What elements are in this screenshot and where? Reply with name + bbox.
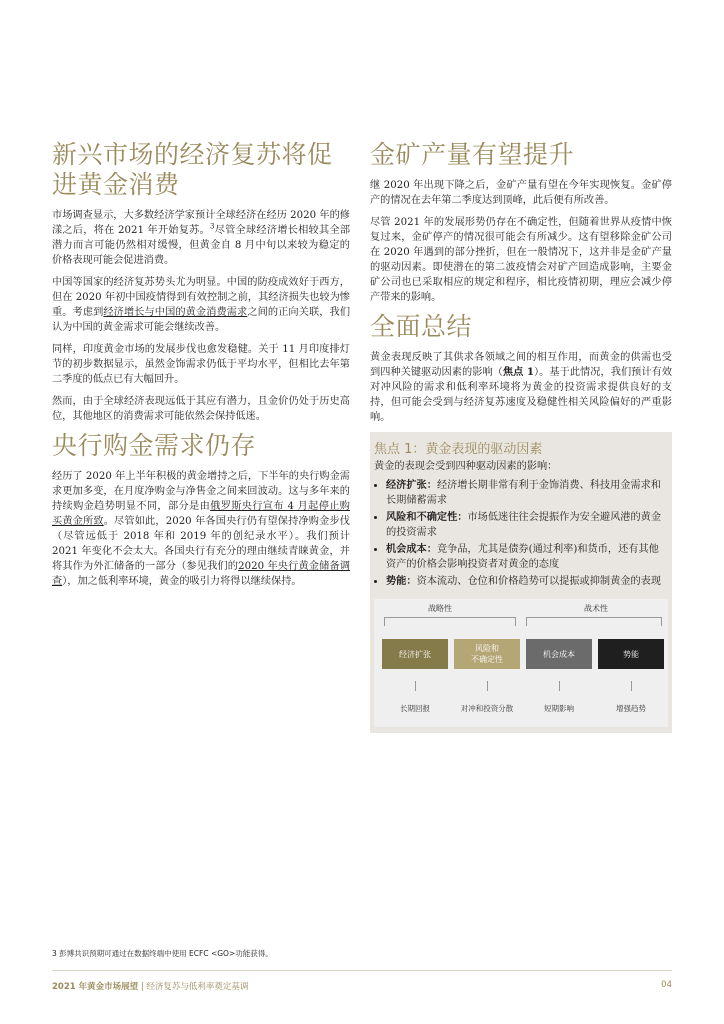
- focus-box: [370, 432, 672, 733]
- link-central-bank-survey[interactable]: 2020 年央行黄金储备调查: [52, 561, 351, 587]
- link-growth-china-demand[interactable]: 经济增长与中国的黄金消费需求: [103, 307, 248, 318]
- driver-box-economic-expansion: [382, 639, 448, 669]
- driver-term: 势能：: [386, 575, 417, 587]
- text-span: 尽管全球经济增长相较其全部潜力而言可能仍然相对缓慢，但黄金自 8 月中旬以来较为稳定的价格表现可能会促进消费。: [52, 225, 351, 266]
- footer-title: 2021 年黄金市场展望: [52, 982, 139, 992]
- text-span: 。尽管如此，2020 年各国央行仍有望保持净购金步伐（尽管远低于 2018 年和 2019 年的创纪录水平）。我们预计 2021 年变化不会太大。各国央行有充分的理由继续青睐黄金，并将其作为外汇储备的一部分（参见我们的: [52, 516, 350, 572]
- bracket-strategic: [384, 617, 516, 626]
- driver-term: 机会成本：: [386, 543, 437, 555]
- paragraph: [52, 208, 350, 268]
- paragraph: [52, 469, 350, 589]
- text-span: 市场调查显示，大多数经济学家预计全球经济在经历 2020 年的修漾之后，将在 2021 年开始复苏。: [52, 210, 350, 236]
- left-column: [52, 140, 350, 596]
- driver-foot-hedge-diversify: 对冲和投资分散: [460, 704, 514, 713]
- driver-box-label: 势能: [623, 649, 639, 659]
- driver-box-label: 经济扩张: [399, 649, 431, 659]
- group-label-tactical: 战术性: [584, 604, 608, 613]
- drivers-diagram: [374, 599, 668, 727]
- driver-box-risk-uncertainty: [454, 639, 520, 669]
- text-span: 之间的正向关联，我们认为中国的黄金需求可能会继续改善。: [52, 307, 351, 333]
- footnote-ref[interactable]: 3: [210, 222, 215, 231]
- text-span: 黄金表现反映了其供求各领域之间的相互作用，而黄金的供需也受到四种关键驱动因素的影响（: [370, 352, 672, 378]
- paragraph: [52, 275, 350, 335]
- driver-box-momentum: [598, 639, 664, 669]
- text-span: ），加之低利率环境，黄金的吸引力将得以继续保持。: [62, 576, 302, 587]
- driver-term: 经济扩张：: [386, 479, 437, 491]
- driver-desc: 经济增长期非常有利于金饰消费、科技用金需求和长期储蓄需求: [386, 480, 662, 506]
- paragraph: 继 2020 年出现下降之后，金矿产量有望在今年实现恢复。金矿停产的情况在去年第二季度达到顶峰，此后便有所改善。: [370, 180, 672, 206]
- section-heading-emerging-markets: 新兴市场的经济复苏将促进黄金消费: [52, 140, 333, 199]
- driver-item: [386, 574, 668, 589]
- page-number: 04: [661, 980, 672, 990]
- driver-item: [386, 478, 668, 508]
- footnote: 3 彭博共识预期可通过在数据终端中使用 ECFC <GO>功能获得。: [52, 949, 273, 958]
- driver-foot-short-term: 短期影响: [544, 704, 574, 713]
- bracket-tactical: [526, 617, 662, 626]
- driver-box-opportunity-cost: [526, 639, 592, 669]
- driver-list: [374, 478, 668, 589]
- driver-box-label: 机会成本: [543, 649, 575, 659]
- driver-box-label: 风险和 不确定性: [471, 644, 503, 664]
- paragraph: 尽管 2021 年的发展形势仍存在不确定性，但随着世界从疫情中恢复过来，金矿停产的情况很可能会有所减少。这有望移除金矿公司在 2020 年遇到的部分挫折，但在一般情况下，这并非是金矿产量的驱动因素。即使潜在的第二波疫情会对矿产回造成影响，主要金矿公司也已采取相应的规定和程序，相比疫情初期，理应会减少停产带来的影响。: [370, 217, 672, 303]
- driver-item: [386, 510, 668, 540]
- connector-line: [631, 681, 632, 691]
- driver-desc: 市场低迷往往会提振作为安全避风港的黄金的投资需求: [386, 512, 662, 538]
- footer-subtitle: 经济复苏与低利率奠定基调: [146, 982, 249, 992]
- driver-desc: 竞争品，尤其是债券(通过利率)和货币，还有其他资产的价格会影响投资者对黄金的态度: [386, 544, 659, 570]
- section-heading-summary: 全面总结: [370, 312, 473, 341]
- text-span: ）。基于此情况，我们预计有效对冲风险的需求和低利率环境将为黄金的投资需求提供良好的支持，但可能会受到与经济复苏速度及稳健性相关风险偏好的严重影响。: [370, 367, 673, 423]
- focus-ref: 焦点 1: [502, 366, 535, 378]
- footer-separator: |: [140, 982, 144, 992]
- section-heading-central-banks: 央行购金需求仍存: [52, 431, 257, 460]
- text-span: 经历了 2020 年上半年积极的黄金增持之后，下半年的央行购金需求更加多变，在月度净购金与净售金之间来回波动。这与多年来的持续购金趋势明显不同，部分是由: [52, 471, 350, 512]
- group-label-strategic: 战略性: [428, 604, 452, 613]
- connector-line: [415, 681, 416, 691]
- focus-title: 焦点 1：黄金表现的驱动因素: [374, 442, 543, 457]
- driver-item: [386, 542, 668, 572]
- footer: [52, 980, 248, 992]
- connector-line: [559, 681, 560, 691]
- paragraph: 同样，印度黄金市场的发展步伐也愈发稳健。关于 11 月印度排灯节的初步数据显示，虽然金饰需求仍低于平均水平，但相比去年第二季度的低点已有大幅回升。: [52, 344, 350, 385]
- paragraph: 然而，由于全球经济表现远低于其应有潜力，且金价仍处于历史高位，其他地区的消费需求可能依然会保持低迷。: [52, 396, 350, 422]
- footer-divider: [52, 970, 672, 971]
- right-column: [370, 140, 672, 733]
- connector-line: [487, 681, 488, 691]
- driver-foot-long-term-returns: 长期回报: [400, 704, 430, 713]
- driver-foot-trend: 增强趋势: [616, 704, 646, 713]
- section-heading-mine-production: 金矿产量有望提升: [370, 140, 575, 169]
- text-span: 中国等国家的经济复苏势头尤为明显。中国的防疫成效好于西方，但在 2020 年初中国疫情得到有效控制之前，其经济损失也较为惨重。考虑到: [52, 277, 350, 318]
- driver-term: 风险和不确定性：: [386, 511, 468, 523]
- focus-intro: 黄金的表现会受到四种驱动因素的影响：: [374, 461, 558, 472]
- link-russia-central-bank[interactable]: 俄罗斯央行宣布 4 月起停止购买黄金所致: [52, 501, 350, 527]
- driver-desc: 资本流动、仓位和价格趋势可以提振或抑制黄金的表现: [416, 576, 662, 587]
- paragraph: [370, 350, 672, 425]
